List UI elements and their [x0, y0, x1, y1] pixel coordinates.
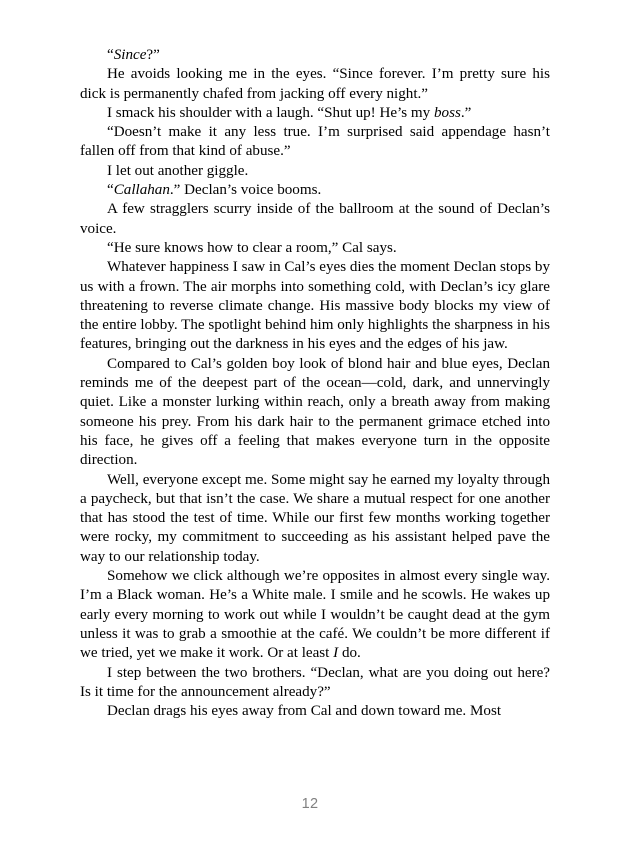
text-run: “He sure knows how to clear a room,” Cal says. — [107, 239, 397, 256]
text-run: .” — [460, 104, 472, 121]
text-run: I step between the two brothers. “Declan, what are you doing out here? Is it time for the announcement already?” — [80, 664, 550, 700]
paragraph — [80, 162, 550, 181]
paragraph — [80, 471, 550, 567]
paragraph — [80, 200, 550, 239]
paragraph — [80, 123, 550, 162]
text-run: “ — [107, 182, 114, 199]
page-number: 12 — [301, 796, 319, 812]
paragraph — [80, 46, 550, 65]
paragraph — [80, 702, 550, 721]
paragraph — [80, 65, 550, 104]
text-run: He avoids looking me in the eyes. “Since forever. I’m pretty sure his dick is permanently chafed from jacking off every night.” — [80, 66, 550, 102]
paragraph — [80, 355, 550, 471]
text-run: ?” — [146, 47, 160, 63]
emphasis-text: Since — [113, 47, 147, 63]
text-run: Whatever happiness I saw in Cal’s eyes dies the moment Declan stops by us with a frown. The air morphs into something cold, with Declan’s icy glare threatening to reverse climate change. His massive body blocks my view of the entire lobby. The spotlight behind him only highlights the sharpness in his features, bringing out the darkness in his eyes and the edges of his jaw. — [80, 259, 550, 353]
text-run: “ — [107, 47, 114, 63]
paragraph — [80, 239, 550, 258]
text-run: Somehow we click although we’re opposites in almost every single way. I’m a Black woman. He’s a White male. I smile and he scowls. He wakes up early every morning to work out while I wouldn’t be caught dead at the gym unless it was to grab a smoothie at the café. We couldn’t be more different if we tried, yet we make it work. Or at least — [80, 568, 550, 662]
text-run: Compared to Cal’s golden boy look of blond hair and blue eyes, Declan reminds me of the deepest part of the ocean—cold, dark, and unnervingly quiet. Like a monster lurking within reach, only a breath away from making someone his prey. From his dark hair to the permanent grimace etched into his face, he gives off a feeling that makes everyone turn in the opposite direction. — [80, 355, 550, 469]
page-body-text — [80, 46, 550, 721]
text-run: .” Declan’s voice booms. — [169, 182, 322, 199]
text-run: A few stragglers scurry inside of the ballroom at the sound of Declan’s voice. — [80, 201, 550, 237]
emphasis-text: boss — [433, 104, 461, 121]
text-run: I let out another giggle. — [107, 162, 249, 179]
text-run: do. — [338, 645, 361, 662]
text-run: Declan drags his eyes away from Cal and down toward me. Most — [107, 703, 502, 720]
emphasis-text: Callahan — [113, 182, 170, 199]
paragraph — [80, 258, 550, 354]
paragraph — [80, 181, 550, 200]
text-run: “Doesn’t make it any less true. I’m surprised said appendage hasn’t fallen off from that kind of abuse.” — [80, 124, 550, 160]
paragraph — [80, 664, 550, 703]
paragraph — [80, 104, 550, 123]
paragraph — [80, 567, 550, 663]
emphasis-text: I — [333, 645, 339, 662]
text-run: I smack his shoulder with a laugh. “Shut up! He’s my — [107, 104, 434, 121]
text-run: Well, everyone except me. Some might say he earned my loyalty through a paycheck, but that isn’t the case. We share a mutual respect for one another that has stood the test of time. While our first few months working together were rocky, my commitment to succeeding as his assistant helped pave the way to our relationship today. — [80, 471, 550, 565]
